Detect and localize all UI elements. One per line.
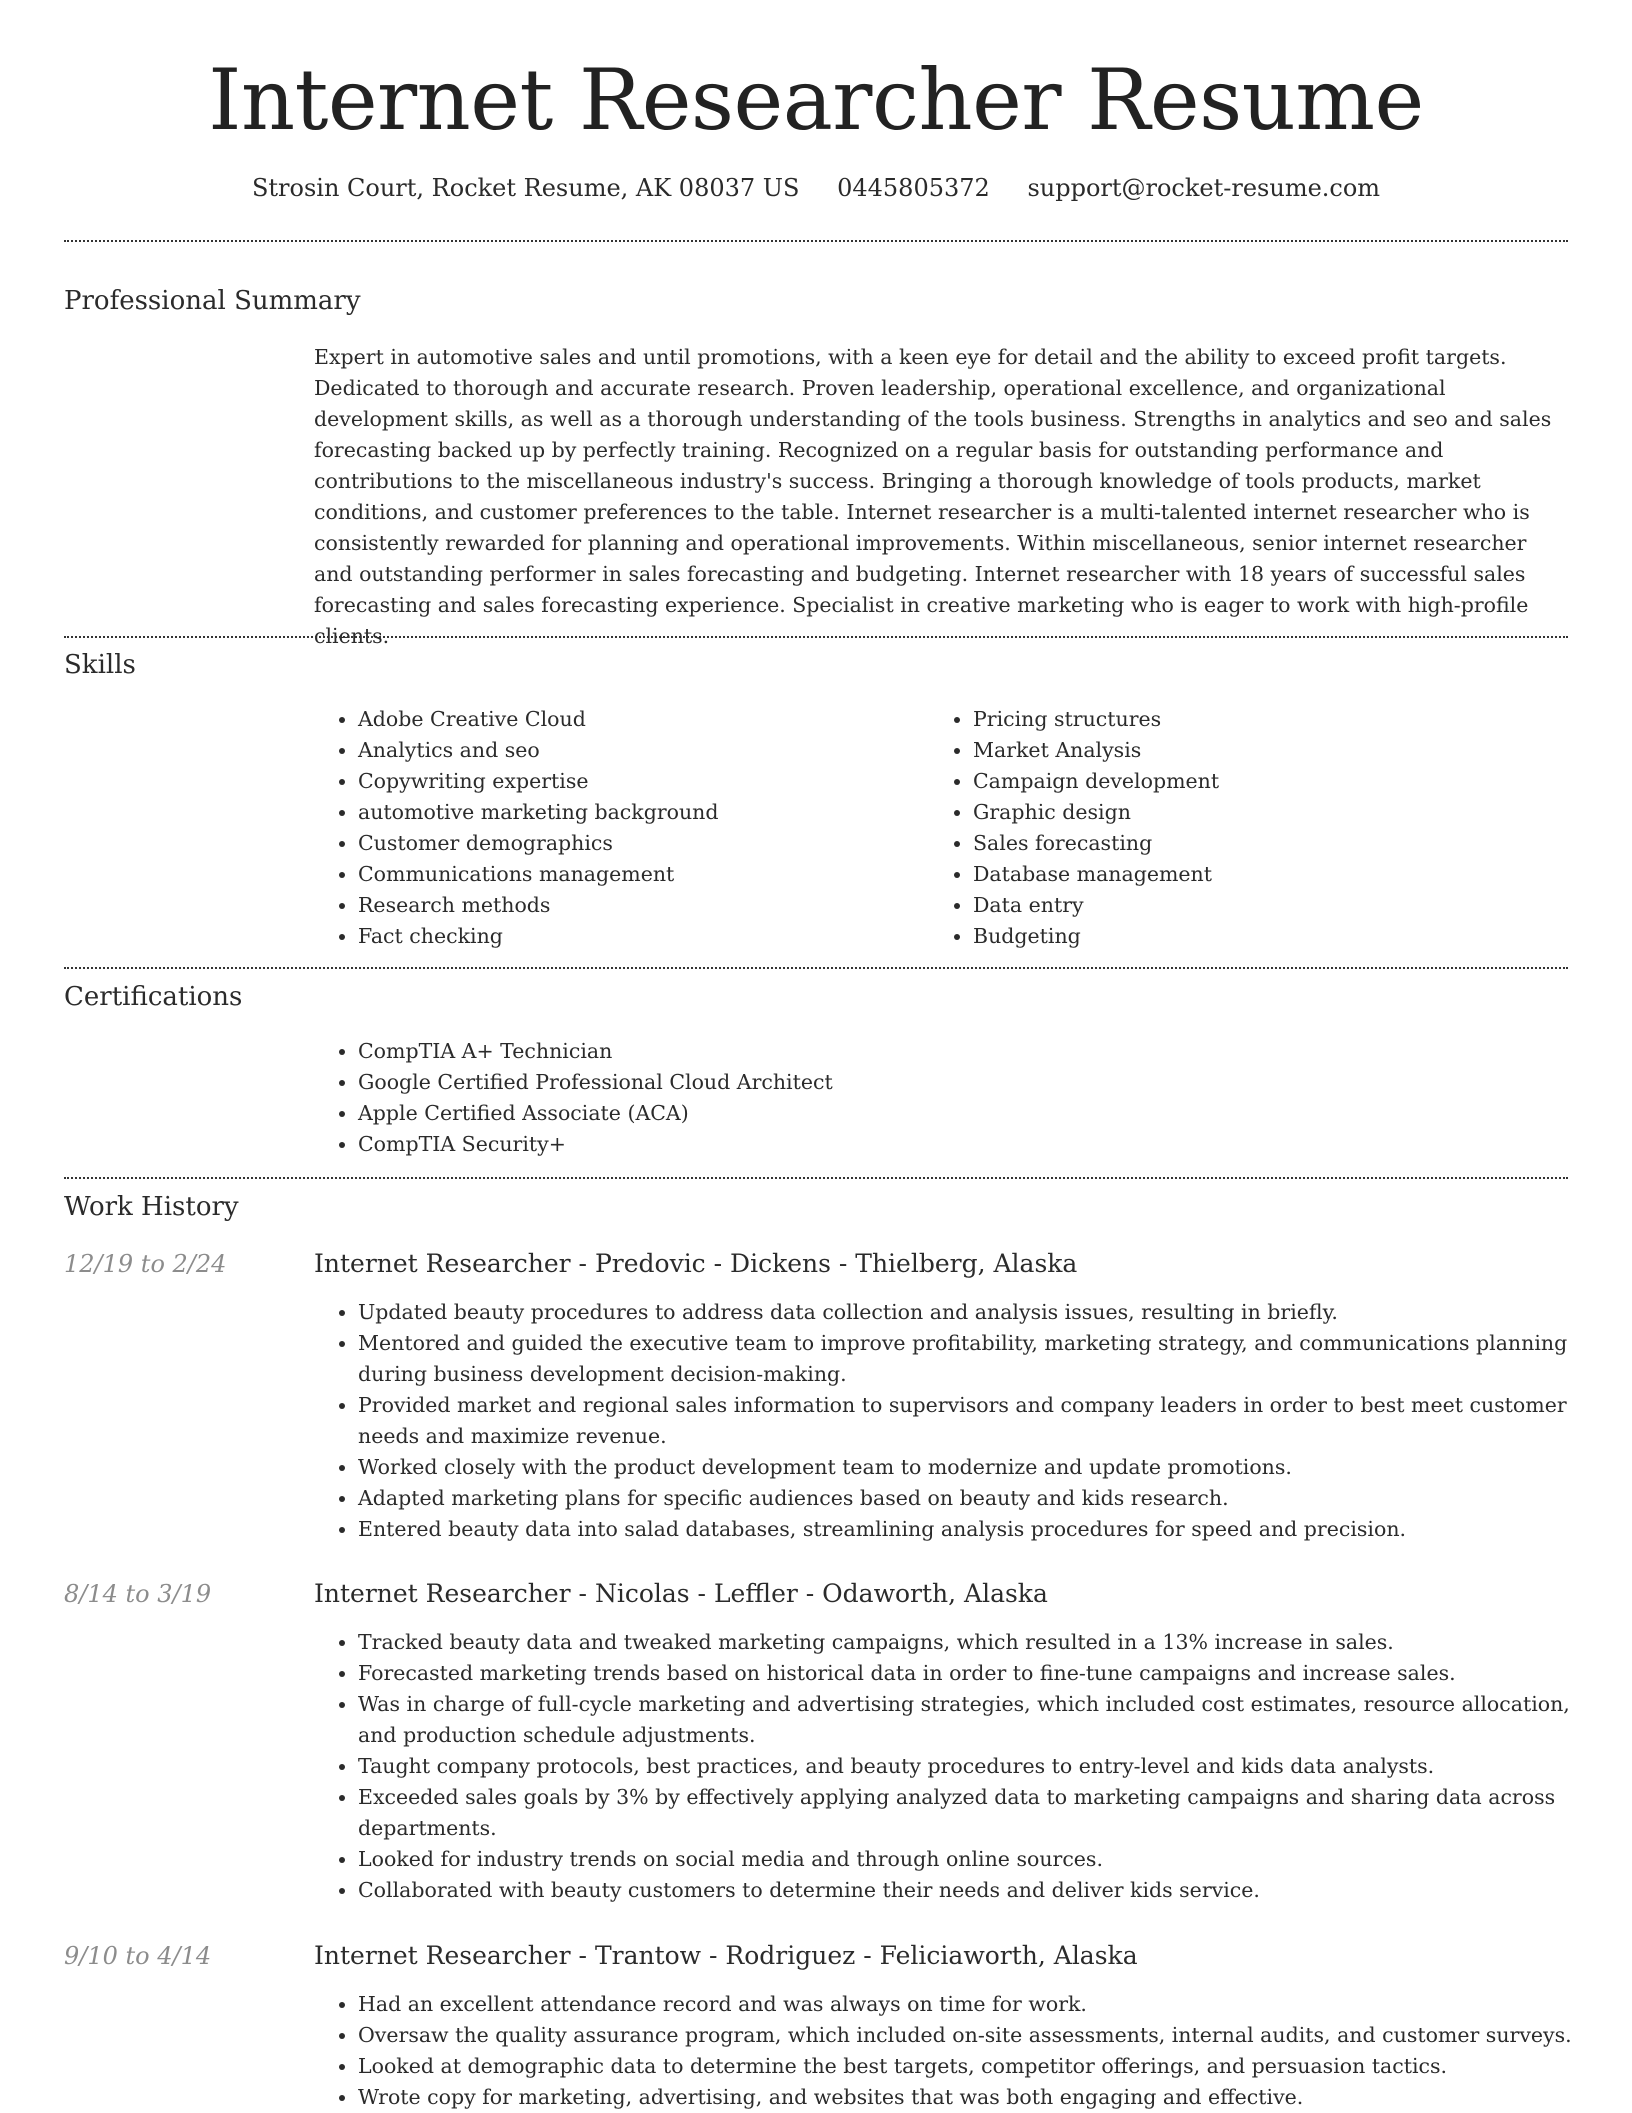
job-bullets	[314, 1989, 1628, 2113]
skill-item: • Data entry	[973, 890, 1573, 921]
job-bullet: • Collaborated with beauty customers to determine their needs and deliver kids service.	[358, 1875, 1608, 1906]
certifications-list	[314, 1036, 1608, 1160]
job-bullet: • Looked for industry trends on social media and through online sources.	[358, 1844, 1608, 1875]
skill-item: • Adobe Creative Cloud	[358, 704, 918, 735]
certification-item: • CompTIA A+ Technician	[358, 1036, 1608, 1067]
divider	[64, 1177, 1568, 1179]
job-dates: 9/10 to 4/14	[64, 1942, 212, 1970]
job-dates: 8/14 to 3/19	[64, 1580, 212, 1608]
job-bullet: • Looked at demographic data to determine the best targets, competitor offerings, and persuasion tactics.	[358, 2051, 1628, 2082]
contact-line	[0, 172, 1632, 204]
skill-item: • Budgeting	[973, 921, 1573, 952]
job-bullet: • Tracked beauty data and tweaked marketing campaigns, which resulted in a 13% increase in sales.	[358, 1627, 1608, 1658]
skill-item: • Fact checking	[358, 921, 918, 952]
job-bullet: • Adapted marketing plans for specific audiences based on beauty and kids research.	[358, 1483, 1608, 1514]
job-bullet: • Had an excellent attendance record and was always on time for work.	[358, 1989, 1628, 2020]
job-title: Internet Researcher - Trantow - Rodriguez - Feliciaworth, Alaska	[314, 1941, 1138, 1970]
skills-list-right	[929, 704, 1573, 952]
divider	[64, 240, 1568, 242]
skill-item: • Graphic design	[973, 797, 1573, 828]
contact-email[interactable]: support@rocket-resume.com	[1027, 174, 1381, 202]
skill-item: • Customer demographics	[358, 828, 918, 859]
skill-item: • Campaign development	[973, 766, 1573, 797]
skill-item: • Database management	[973, 859, 1573, 890]
skill-item: • Analytics and seo	[358, 735, 918, 766]
resume-title: Internet Researcher Resume	[208, 51, 1424, 149]
summary-text: Expert in automotive sales and until promotions, with a keen eye for detail and the ability to exceed profit targets. Dedicated to thorough and accurate research. Proven leadership, operational excellence, and organizational development skills, as well as a thorough understanding of the tools business. Strengths in analytics and seo and sales forecasting backed up by perfectly training. Recognized on a regular basis for outstanding performance and contributions to the miscellaneous industry's success. Bringing a thorough knowledge of tools products, market conditions, and customer preferences to the table. Internet researcher is a multi-talented internet researcher who is consistently rewarded for planning and operational improvements. Within miscellaneous, senior internet researcher and outstanding performer in sales forecasting and budgeting. Internet researcher with 18 years of successful sales forecasting and sales forecasting experience. Specialist in creative marketing who is eager to work with high-profile clients.	[314, 345, 1552, 648]
work-history-heading: Work History	[64, 1192, 239, 1222]
certification-item: • Google Certified Professional Cloud Architect	[358, 1067, 1608, 1098]
job-bullet: • Exceeded sales goals by 3% by effectively applying analyzed data to marketing campaigns and sharing data across departments.	[358, 1782, 1608, 1844]
skills-heading: Skills	[64, 650, 136, 680]
certification-item: • CompTIA Security+	[358, 1129, 1608, 1160]
contact-phone: 0445805372	[837, 174, 990, 202]
job-bullet: • Wrote copy for marketing, advertising, and websites that was both engaging and effective.	[358, 2082, 1628, 2113]
job-bullets	[314, 1297, 1608, 1545]
skills-list-left	[314, 704, 918, 952]
job-title: Internet Researcher - Predovic - Dickens - Thielberg, Alaska	[314, 1249, 1078, 1278]
job-bullet: • Was in charge of full-cycle marketing and advertising strategies, which included cost estimates, resource allocation, and production schedule adjustments.	[358, 1689, 1608, 1751]
job-bullet: • Forecasted marketing trends based on historical data in order to fine-tune campaigns and increase sales.	[358, 1658, 1608, 1689]
skill-item: • Copywriting expertise	[358, 766, 918, 797]
job-bullets	[314, 1627, 1608, 1906]
summary-heading: Professional Summary	[64, 286, 361, 316]
job-bullet: • Updated beauty procedures to address data collection and analysis issues, resulting in briefly.	[358, 1297, 1608, 1328]
skill-item: • Research methods	[358, 890, 918, 921]
skill-item: • Sales forecasting	[973, 828, 1573, 859]
certifications-heading: Certifications	[64, 982, 243, 1012]
contact-address: Strosin Court, Rocket Resume, AK 08037 US	[251, 174, 800, 202]
job-bullet: • Mentored and guided the executive team to improve profitability, marketing strategy, and communications planning during business development decision-making.	[358, 1328, 1608, 1390]
job-bullet: • Provided market and regional sales information to supervisors and company leaders in order to best meet customer needs and maximize revenue.	[358, 1390, 1608, 1452]
job-bullet: • Taught company protocols, best practices, and beauty procedures to entry-level and kids data analysts.	[358, 1751, 1608, 1782]
divider	[64, 636, 1568, 638]
divider	[64, 967, 1568, 969]
job-dates: 12/19 to 2/24	[64, 1250, 227, 1278]
skill-item: • Market Analysis	[973, 735, 1573, 766]
skill-item: • automotive marketing background	[358, 797, 918, 828]
certification-item: • Apple Certified Associate (ACA)	[358, 1098, 1608, 1129]
job-title: Internet Researcher - Nicolas - Leffler - Odaworth, Alaska	[314, 1579, 1048, 1608]
skill-item: • Pricing structures	[973, 704, 1573, 735]
job-bullet: • Oversaw the quality assurance program, which included on-site assessments, internal audits, and customer surveys.	[358, 2020, 1628, 2051]
skill-item: • Communications management	[358, 859, 918, 890]
job-bullet: • Entered beauty data into salad databases, streamlining analysis procedures for speed and precision.	[358, 1514, 1608, 1545]
job-bullet: • Worked closely with the product development team to modernize and update promotions.	[358, 1452, 1608, 1483]
